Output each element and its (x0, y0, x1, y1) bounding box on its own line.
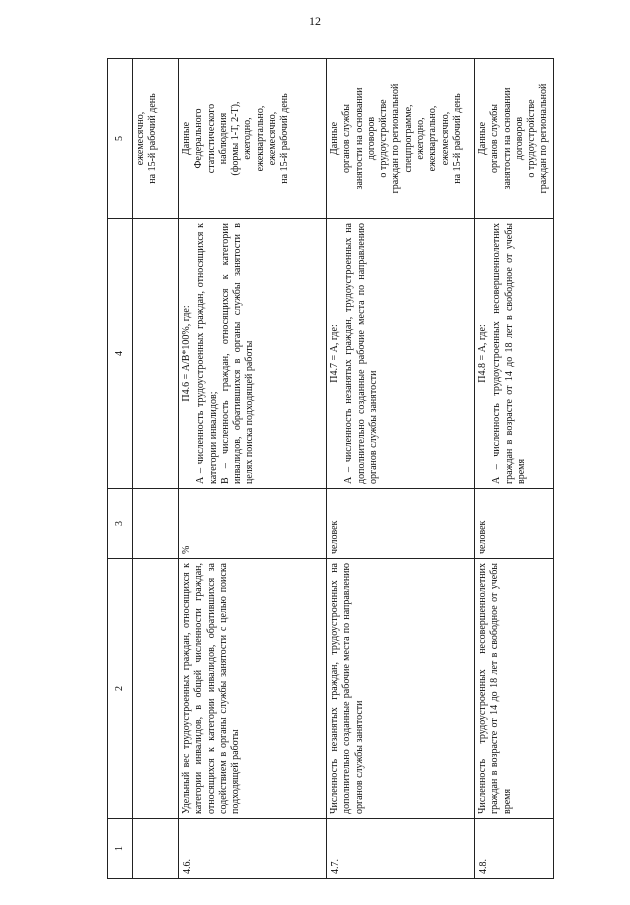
formula: П4.8 = А, где: (477, 324, 488, 383)
unit-of-measure: % (179, 489, 327, 559)
unit-of-measure: человек (475, 489, 554, 559)
row-number: 4.7. (327, 819, 475, 879)
indicator-name (133, 559, 179, 819)
data-source: ежемесячно, на 15-й рабочий день (133, 59, 179, 219)
formula-cell (133, 219, 179, 489)
row-number: 4.8. (475, 819, 554, 879)
header-col-5: 5 (108, 59, 133, 219)
rotated-table-frame (107, 59, 550, 879)
formula-definition: А – численность незанятых граждан, трудоустроенных на дополнительно созданные рабочие места по направлению органов службы занятости (343, 223, 379, 484)
row-number (133, 819, 179, 879)
formula-definition: А – численность трудоустроенных несовершеннолетних граждан в возрасте от 14 до 18 лет в свободное от учебы время (491, 223, 527, 484)
unit-of-measure (133, 489, 179, 559)
indicator-name: Численность трудоустроенных несовершеннолетних граждан в возрасте от 14 до 18 лет в свободное от учебы время (475, 559, 554, 819)
header-col-4: 4 (108, 219, 133, 489)
unit-of-measure: человек (327, 489, 475, 559)
data-source: Данные Федерального статистического наблюдения (формы 1-Т, 2-Т), ежегодно, ежеквартально, ежемесячно, на 15-й рабочий день (179, 59, 327, 219)
formula-cell (475, 219, 554, 489)
data-source: Данные органов службы занятости на основании договоров о трудоустройстве граждан по региональной спецпрограмме, ежегодно, ежеквартально, ежемесячно, на 15-й рабочий день (327, 59, 475, 219)
formula-definition: А – численность трудоустроенных граждан, относящихся к категории инвалидов; (195, 223, 219, 484)
header-row (108, 59, 133, 879)
header-col-1: 1 (108, 819, 133, 879)
table-row (475, 59, 554, 879)
page-number: 12 (309, 14, 321, 28)
table-row (327, 59, 475, 879)
indicators-table (107, 58, 554, 879)
formula-definition: В – численность граждан, относящихся к категории инвалидов, обратившихся в органы службы занятости в целях поиска подходящей работы (219, 223, 256, 484)
formula-cell (327, 219, 475, 489)
table-row (179, 59, 327, 879)
table-row (133, 59, 179, 879)
data-source: Данные органов службы занятости на основании договоров о трудоустройстве граждан по региональной (475, 59, 554, 219)
header-col-3: 3 (108, 489, 133, 559)
formula: П4.7 = А, где: (329, 324, 340, 383)
formula: П4.6 = А/В*100%, где: (181, 305, 192, 402)
indicator-name: Удельный вес трудоустроенных граждан, относящихся к категории инвалидов, в общей численности граждан, относящихся к категории инвалидов, обратившихся за содействием в органы службы занятости с целью поиска подходящей работы (179, 559, 327, 819)
indicator-name: Численность незанятых граждан, трудоустроенных на дополнительно созданные рабочие места по направлению органов службы занятости (327, 559, 475, 819)
formula-cell (179, 219, 327, 489)
row-number: 4.6. (179, 819, 327, 879)
header-col-2: 2 (108, 559, 133, 819)
